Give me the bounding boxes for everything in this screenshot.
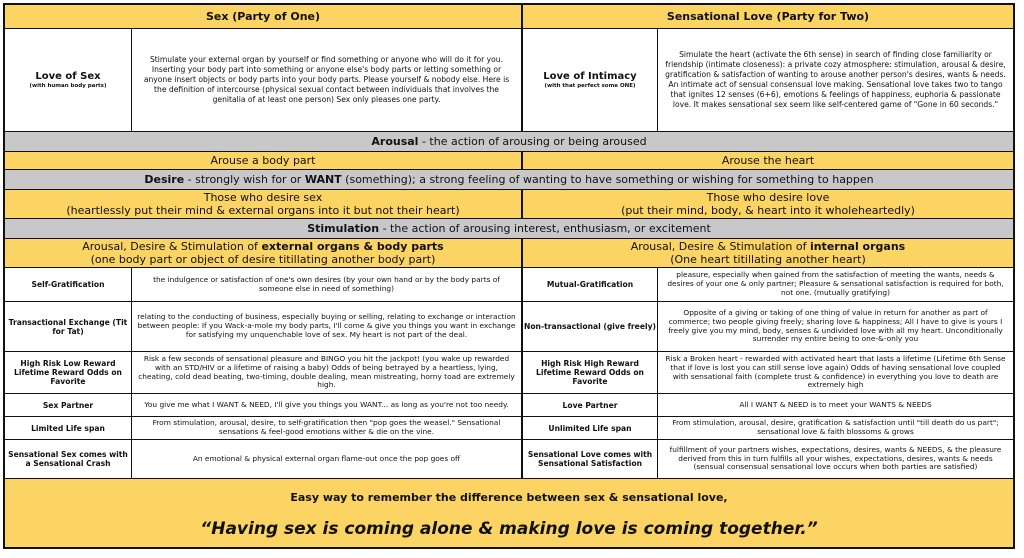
row-right-text: All I WANT & NEED is to meet your WANTS & NEEDS (739, 399, 932, 409)
row-right-text: From stimulation, arousal, desire, gratification & satisfaction until "till death do us part"; sensational love & faith blossoms & grows (672, 418, 999, 436)
row-left-label: Sensational Sex comes with a Sensational Crash (5, 440, 132, 478)
row-left-text: From stimulation, arousal, desire, to self-gratification then "pop goes the weasel." Sensational sensations & feel-good emotions wither & die on the vine. (152, 418, 501, 436)
footer-line: Easy way to remember the difference between sex & sensational love, (290, 491, 728, 504)
arousal-band (5, 132, 1013, 152)
table-row (5, 302, 1013, 352)
comparison-chart (3, 3, 1015, 549)
love-of-intimacy-label: Love of Intimacy (with that perfect some ONE) (523, 29, 658, 131)
row-left-label: Sex Partner (5, 394, 132, 416)
footer-quote: “Having sex is coming alone & making love is coming together.” (200, 519, 818, 539)
row-right-label: Mutual-Gratification (523, 268, 658, 301)
right-title: Sensational Love (Party for Two) (523, 5, 1013, 28)
row-right-label: High Risk High Reward Lifetime Reward Odds on Favorite (523, 352, 658, 393)
love-of-intimacy-text: Simulate the heart (activate the 6th sense) in search of finding close familiarity or friendship (intimate closeness): a private cozy atmosphere: stimulation, arousal & desire, gratification & satisfaction of wanting to arouse another person's desires, wants & needs. An intimate act of sensual consensual love making. Sensational love takes two to tango that ignites 12 senses (6+6), emotions & feelings of happiness, euphoria & passionate love. It makes sensational sex seem like self-centered game of "Gone in 60 seconds." (665, 50, 1006, 109)
table-row (5, 352, 1013, 394)
stimulation-row (5, 239, 1013, 268)
row-right-label: Love Partner (523, 394, 658, 416)
row-left-label: Self-Gratification (5, 268, 132, 301)
row-left-text: Risk a few seconds of sensational pleasure and BINGO you hit the jackpot! (you wake up rewarded with an STD/HIV or a lifetime of raising a baby) Odds of being betrayed by a heartless, lying, cheating, cold dead beating, two-timing, double dealing, mean mistreating, horny toad are extremely high. (138, 354, 515, 390)
desire-band: Desire - strongly wish for or WANT (something); a strong feeling of wanting to have something or wishing for something to happen (5, 170, 1013, 190)
stimulation-term: Stimulation (307, 222, 380, 235)
table-row (5, 440, 1013, 479)
table-row (5, 417, 1013, 440)
row-left-label: Limited Life span (5, 417, 132, 439)
row-right-text: fulfillment of your partners wishes, expectations, desires, wants & NEEDS, & the pleasure derived from this in turn fulfills all your wishes, expectations, desires, wants & needs (sensual consensual sensational love occurs when both parties are satisfied) (669, 444, 1002, 472)
arousal-definition: - the action of arousing or being aroused (418, 135, 647, 148)
row-left-text: relating to the conducting of business, especially buying or selling, relating to exchange or interaction between people: If you Wack-a-mole my body parts, I'll come & give you things you want in exchange for satisfying my unquenchable love of sex. My heart is not part of the deal. (137, 312, 516, 339)
love-of-sex-text: Stimulate your external organ by yourself or find something or anyone who will do it for you. Inserting your body part into something or anyone else's body parts or letting something or anyone insert objects or body parts into your body parts. Please yourself & nobody else. Here is the definition of intercourse (physical sexual contact between individuals that involves the genitalia of at least one person) Sex only pleases one party. (143, 55, 510, 104)
desire-term: Desire (144, 173, 185, 186)
table-row (5, 268, 1013, 302)
left-title: Sex (Party of One) (5, 5, 523, 28)
row-left-label: High Risk Low Reward Lifetime Reward Odds on Favorite (5, 352, 132, 393)
desire-row (5, 190, 1013, 219)
row-right-label: Sensational Love comes with Sensational Satisfaction (523, 440, 658, 478)
stimulation-band: Stimulation - the action of arousing interest, enthusiasm, or excitement (5, 219, 1013, 239)
row-right-label: Unlimited Life span (523, 417, 658, 439)
row-right-label: Non-transactional (give freely) (523, 302, 658, 351)
desire-sex-cell: Those who desire sex (heartlessly put their mind & external organs into it but not their heart) (5, 190, 523, 218)
row-left-text: the indulgence or satisfaction of one's own desires (by your own hand or by the body parts of someone else in need of something) (153, 274, 500, 293)
table-row (5, 394, 1013, 417)
intro-left (5, 29, 523, 131)
stimulation-internal-cell: Arousal, Desire & Stimulation of internal organs (One heart titillating another heart) (523, 239, 1013, 267)
row-right-text: pleasure, especially when gained from the satisfaction of meeting the wants, needs & desires of your one & only partner; Pleasure & sensational satisfaction is required for both, not one. (mutually gratifying) (667, 270, 1004, 297)
intro-row (5, 29, 1013, 132)
desire-love-cell: Those who desire love (put their mind, body, & heart into it wholeheartedly) (523, 190, 1013, 218)
stimulation-external-cell: Arousal, Desire & Stimulation of external organs & body parts (one body part or object of desire titillating another body part) (5, 239, 523, 267)
row-left-label: Transactional Exchange (Tit for Tat) (5, 302, 132, 351)
footer (5, 479, 1013, 547)
row-right-text: Risk a Broken heart - rewarded with activated heart that lasts a lifetime (Lifetime 6th Sense that if love is lost you can still sense love again) Odds of having sensational love coupled with sensational faith (complete trust & confidence) in everything you love to death are extremely high (665, 354, 1006, 390)
love-of-sex-label: Love of Sex (with human body parts) (5, 29, 132, 131)
arouse-heart: Arouse the heart (523, 152, 1013, 169)
row-left-text: You give me what I WANT & NEED, I'll give you things you WANT... as long as you're not too needy. (144, 399, 509, 409)
row-left-text: An emotional & physical external organ flame-out once the pop goes off (192, 453, 461, 463)
row-right-text: Opposite of a giving or taking of one thing of value in return for another as part of commerce; two people giving freely; sharing love & happiness; All I have to give is yours I freely give you my mind, body, senses & undivided love with all my heart. Unconditionally surrender my entire being to one-&-only you (668, 308, 1003, 344)
intro-right (523, 29, 1013, 131)
arousal-term: Arousal (371, 135, 419, 148)
arouse-body-part: Arouse a body part (5, 152, 523, 169)
arousal-row (5, 152, 1013, 170)
header-row (5, 5, 1013, 29)
